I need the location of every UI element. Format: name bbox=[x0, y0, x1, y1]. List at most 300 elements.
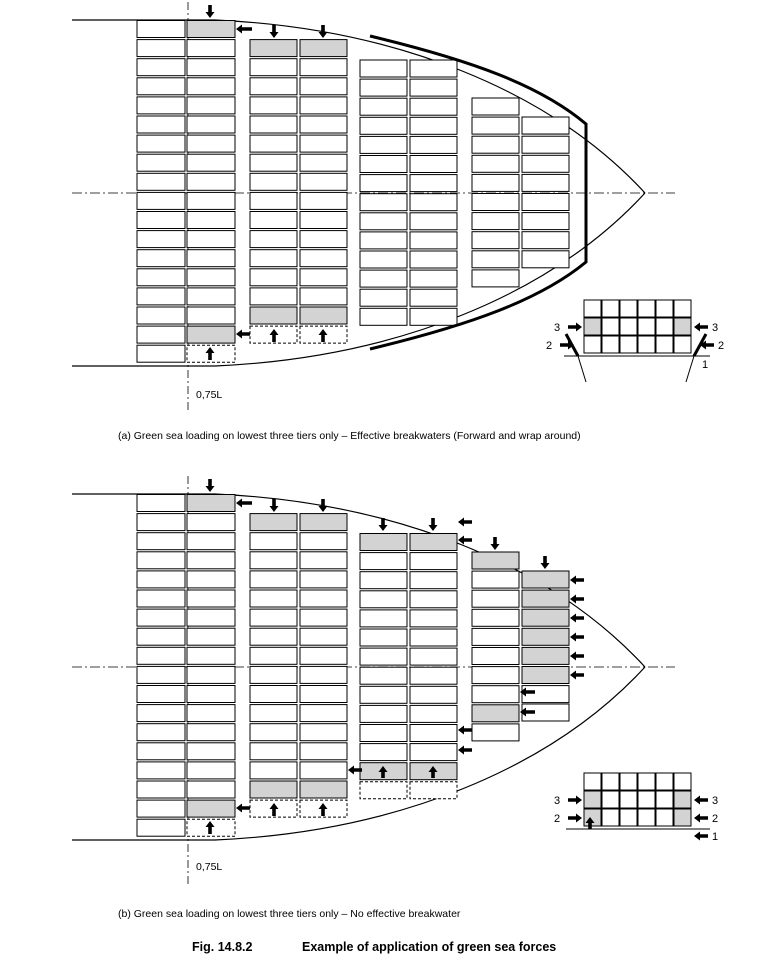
container bbox=[674, 300, 691, 317]
container bbox=[300, 666, 347, 683]
loaded-container bbox=[410, 534, 457, 551]
container bbox=[137, 609, 185, 626]
container bbox=[187, 192, 235, 209]
tier-label: 1 bbox=[712, 831, 719, 843]
container bbox=[187, 628, 235, 645]
container bbox=[674, 336, 691, 353]
container bbox=[360, 136, 407, 153]
container bbox=[638, 773, 655, 790]
container bbox=[620, 300, 637, 317]
tier-label: 3 bbox=[712, 795, 719, 807]
container bbox=[360, 782, 407, 799]
container bbox=[187, 533, 235, 550]
loaded-container bbox=[522, 628, 569, 645]
container bbox=[638, 300, 655, 317]
container bbox=[472, 686, 519, 703]
container bbox=[410, 232, 457, 249]
container bbox=[360, 553, 407, 570]
container bbox=[522, 232, 569, 249]
container bbox=[620, 791, 637, 808]
container bbox=[187, 705, 235, 722]
container bbox=[472, 667, 519, 684]
container bbox=[187, 514, 235, 531]
container bbox=[360, 79, 407, 96]
container bbox=[187, 231, 235, 248]
container bbox=[250, 609, 297, 626]
container bbox=[360, 232, 407, 249]
loaded-container bbox=[300, 307, 347, 324]
loaded-container bbox=[674, 791, 691, 808]
container bbox=[187, 552, 235, 569]
container bbox=[410, 572, 457, 589]
container bbox=[472, 251, 519, 268]
container bbox=[300, 533, 347, 550]
container bbox=[410, 156, 457, 173]
loaded-container bbox=[472, 705, 519, 722]
container bbox=[472, 590, 519, 607]
container bbox=[300, 97, 347, 114]
loaded-container bbox=[584, 791, 601, 808]
panel-a-plan-view bbox=[72, 2, 724, 412]
figure-number: Fig. 14.8.2 bbox=[192, 940, 253, 954]
green-sea-arrow bbox=[694, 832, 708, 841]
container bbox=[187, 743, 235, 760]
container bbox=[187, 590, 235, 607]
container bbox=[250, 590, 297, 607]
container bbox=[300, 231, 347, 248]
container bbox=[250, 705, 297, 722]
container bbox=[522, 213, 569, 230]
container bbox=[360, 175, 407, 192]
container bbox=[300, 647, 347, 664]
container bbox=[250, 647, 297, 664]
container bbox=[187, 288, 235, 305]
container bbox=[300, 116, 347, 133]
container bbox=[410, 98, 457, 115]
green-sea-arrow bbox=[570, 633, 584, 642]
container bbox=[360, 308, 407, 325]
container bbox=[410, 629, 457, 646]
green-sea-arrow bbox=[236, 499, 252, 508]
container bbox=[137, 514, 185, 531]
green-sea-arrow bbox=[568, 796, 582, 805]
container bbox=[250, 154, 297, 171]
container bbox=[360, 98, 407, 115]
container bbox=[656, 791, 673, 808]
container bbox=[300, 590, 347, 607]
container bbox=[137, 781, 185, 798]
container bbox=[187, 97, 235, 114]
container bbox=[187, 686, 235, 703]
container bbox=[300, 628, 347, 645]
container bbox=[410, 60, 457, 77]
container bbox=[250, 743, 297, 760]
green-sea-arrow bbox=[568, 814, 582, 823]
container bbox=[300, 288, 347, 305]
container bbox=[250, 533, 297, 550]
caption-a: (a) Green sea loading on lowest three tiers only – Effective breakwaters (Forward and wrap around) bbox=[118, 430, 581, 442]
position-label-a: 0,75L bbox=[196, 389, 223, 401]
panel-b-plan-view bbox=[72, 476, 718, 886]
green-sea-arrow bbox=[541, 556, 550, 569]
container bbox=[656, 300, 673, 317]
container bbox=[410, 251, 457, 268]
container bbox=[410, 725, 457, 742]
container bbox=[360, 667, 407, 684]
container bbox=[137, 231, 185, 248]
loaded-container bbox=[522, 571, 569, 588]
loaded-container bbox=[300, 40, 347, 57]
container bbox=[410, 194, 457, 211]
container bbox=[656, 318, 673, 335]
container bbox=[472, 213, 519, 230]
tier-label: 1 bbox=[702, 359, 709, 371]
container bbox=[250, 173, 297, 190]
container bbox=[250, 628, 297, 645]
container bbox=[187, 647, 235, 664]
container bbox=[187, 250, 235, 267]
container bbox=[250, 116, 297, 133]
container bbox=[620, 773, 637, 790]
container bbox=[638, 809, 655, 826]
container bbox=[250, 724, 297, 741]
loaded-container bbox=[187, 495, 235, 512]
loaded-container bbox=[187, 21, 235, 38]
container bbox=[472, 232, 519, 249]
green-sea-arrow bbox=[458, 518, 472, 527]
container bbox=[300, 192, 347, 209]
container bbox=[410, 117, 457, 134]
container bbox=[584, 300, 601, 317]
container bbox=[137, 743, 185, 760]
container bbox=[137, 533, 185, 550]
container bbox=[187, 269, 235, 286]
container bbox=[137, 97, 185, 114]
container bbox=[137, 628, 185, 645]
green-sea-arrow bbox=[206, 479, 215, 492]
container bbox=[674, 773, 691, 790]
green-sea-arrow bbox=[694, 323, 708, 332]
tier-label: 2 bbox=[712, 813, 719, 825]
container bbox=[410, 744, 457, 761]
container bbox=[187, 609, 235, 626]
container bbox=[137, 326, 185, 343]
green-sea-arrow bbox=[206, 5, 215, 18]
container bbox=[137, 40, 185, 57]
container bbox=[137, 192, 185, 209]
container bbox=[137, 762, 185, 779]
container bbox=[472, 117, 519, 134]
container bbox=[410, 667, 457, 684]
container bbox=[472, 136, 519, 153]
container bbox=[360, 213, 407, 230]
container bbox=[602, 336, 619, 353]
container bbox=[620, 809, 637, 826]
caption-b: (b) Green sea loading on lowest three tiers only – No effective breakwater bbox=[118, 908, 461, 920]
container bbox=[410, 289, 457, 306]
loaded-container bbox=[674, 318, 691, 335]
container bbox=[360, 60, 407, 77]
container bbox=[410, 270, 457, 287]
container bbox=[638, 791, 655, 808]
container bbox=[656, 809, 673, 826]
loaded-container bbox=[187, 800, 235, 817]
container bbox=[137, 724, 185, 741]
loaded-container bbox=[584, 318, 601, 335]
green-sea-arrow bbox=[236, 25, 252, 34]
container bbox=[300, 705, 347, 722]
loaded-container bbox=[472, 552, 519, 569]
container bbox=[522, 686, 569, 703]
green-sea-arrow bbox=[570, 576, 584, 585]
loaded-container bbox=[522, 609, 569, 626]
container bbox=[137, 552, 185, 569]
container bbox=[360, 648, 407, 665]
container bbox=[187, 40, 235, 57]
container bbox=[250, 571, 297, 588]
container bbox=[620, 318, 637, 335]
container bbox=[300, 552, 347, 569]
container bbox=[137, 212, 185, 229]
container bbox=[410, 705, 457, 722]
container bbox=[410, 553, 457, 570]
container bbox=[250, 269, 297, 286]
container bbox=[137, 154, 185, 171]
green-sea-arrow bbox=[458, 536, 472, 545]
container bbox=[638, 318, 655, 335]
container bbox=[472, 194, 519, 211]
container bbox=[410, 175, 457, 192]
green-sea-arrow bbox=[270, 499, 279, 512]
container bbox=[584, 336, 601, 353]
container bbox=[410, 136, 457, 153]
container bbox=[300, 269, 347, 286]
container bbox=[137, 647, 185, 664]
container bbox=[137, 800, 185, 817]
container bbox=[360, 686, 407, 703]
container bbox=[187, 78, 235, 95]
container bbox=[360, 744, 407, 761]
container bbox=[410, 79, 457, 96]
container bbox=[137, 345, 185, 362]
container bbox=[522, 136, 569, 153]
container bbox=[522, 117, 569, 134]
container bbox=[250, 552, 297, 569]
hull-side bbox=[578, 356, 586, 382]
container bbox=[472, 155, 519, 172]
container bbox=[187, 116, 235, 133]
container bbox=[250, 666, 297, 683]
container bbox=[250, 97, 297, 114]
container bbox=[360, 251, 407, 268]
container bbox=[300, 78, 347, 95]
tier-label: 2 bbox=[718, 340, 725, 352]
loaded-container bbox=[522, 590, 569, 607]
container bbox=[300, 762, 347, 779]
container bbox=[250, 135, 297, 152]
container bbox=[137, 571, 185, 588]
container bbox=[360, 591, 407, 608]
tier-label: 2 bbox=[554, 813, 561, 825]
container bbox=[360, 270, 407, 287]
green-sea-arrow bbox=[429, 518, 438, 531]
container bbox=[137, 78, 185, 95]
container bbox=[522, 155, 569, 172]
container bbox=[250, 250, 297, 267]
container bbox=[187, 59, 235, 76]
container bbox=[300, 743, 347, 760]
container bbox=[602, 809, 619, 826]
green-sea-arrow bbox=[570, 595, 584, 604]
container bbox=[300, 154, 347, 171]
container bbox=[410, 213, 457, 230]
container bbox=[137, 59, 185, 76]
container bbox=[410, 308, 457, 325]
container bbox=[602, 318, 619, 335]
container bbox=[410, 686, 457, 703]
container bbox=[187, 666, 235, 683]
loaded-container bbox=[250, 307, 297, 324]
green-sea-arrow bbox=[270, 25, 279, 38]
container bbox=[187, 212, 235, 229]
tier-label: 3 bbox=[554, 322, 561, 334]
figure-title: Example of application of green sea forces bbox=[302, 940, 557, 954]
position-label-b: 0,75L bbox=[196, 861, 223, 873]
container bbox=[410, 782, 457, 799]
container bbox=[250, 59, 297, 76]
container bbox=[300, 173, 347, 190]
container bbox=[522, 251, 569, 268]
green-sea-arrow bbox=[458, 726, 472, 735]
container bbox=[360, 289, 407, 306]
container bbox=[410, 610, 457, 627]
green-sea-arrow bbox=[458, 746, 472, 755]
container bbox=[187, 762, 235, 779]
container bbox=[300, 571, 347, 588]
container bbox=[137, 307, 185, 324]
green-sea-arrow bbox=[568, 323, 582, 332]
container bbox=[602, 791, 619, 808]
loaded-container bbox=[522, 667, 569, 684]
container bbox=[137, 173, 185, 190]
container bbox=[250, 762, 297, 779]
green-sea-arrow bbox=[694, 796, 708, 805]
loaded-container bbox=[250, 40, 297, 57]
container bbox=[472, 270, 519, 287]
container bbox=[300, 609, 347, 626]
container bbox=[360, 117, 407, 134]
container bbox=[656, 773, 673, 790]
loaded-container bbox=[522, 647, 569, 664]
container bbox=[472, 628, 519, 645]
container bbox=[360, 705, 407, 722]
container bbox=[137, 686, 185, 703]
loaded-container bbox=[250, 781, 297, 798]
tier-label: 2 bbox=[546, 340, 553, 352]
green-sea-arrow bbox=[491, 537, 500, 550]
container bbox=[250, 78, 297, 95]
container bbox=[472, 648, 519, 665]
container bbox=[300, 724, 347, 741]
container bbox=[472, 724, 519, 741]
loaded-container bbox=[360, 534, 407, 551]
container bbox=[250, 192, 297, 209]
container bbox=[250, 231, 297, 248]
container bbox=[187, 173, 235, 190]
container bbox=[522, 174, 569, 191]
container bbox=[250, 212, 297, 229]
container bbox=[137, 250, 185, 267]
container bbox=[472, 98, 519, 115]
container bbox=[602, 300, 619, 317]
loaded-container bbox=[584, 809, 601, 826]
container bbox=[300, 250, 347, 267]
container bbox=[300, 135, 347, 152]
container bbox=[187, 307, 235, 324]
green-sea-arrow bbox=[570, 614, 584, 623]
container bbox=[360, 725, 407, 742]
container bbox=[620, 336, 637, 353]
container bbox=[137, 590, 185, 607]
container bbox=[360, 156, 407, 173]
container bbox=[137, 135, 185, 152]
container bbox=[360, 194, 407, 211]
loaded-container bbox=[300, 514, 347, 531]
green-sea-arrow bbox=[570, 671, 584, 680]
tier-label: 3 bbox=[712, 322, 719, 334]
container bbox=[250, 686, 297, 703]
loaded-container bbox=[250, 514, 297, 531]
container bbox=[360, 629, 407, 646]
container bbox=[410, 591, 457, 608]
container bbox=[656, 336, 673, 353]
container bbox=[187, 135, 235, 152]
container bbox=[472, 609, 519, 626]
loaded-container bbox=[674, 809, 691, 826]
container bbox=[584, 773, 601, 790]
container bbox=[638, 336, 655, 353]
container bbox=[360, 572, 407, 589]
container bbox=[187, 724, 235, 741]
container bbox=[187, 781, 235, 798]
container bbox=[137, 819, 185, 836]
hull-side bbox=[686, 356, 694, 382]
container bbox=[602, 773, 619, 790]
container bbox=[300, 686, 347, 703]
container bbox=[250, 288, 297, 305]
container bbox=[187, 154, 235, 171]
container bbox=[137, 269, 185, 286]
container bbox=[137, 705, 185, 722]
container bbox=[137, 495, 185, 512]
container bbox=[472, 174, 519, 191]
loaded-container bbox=[187, 326, 235, 343]
container bbox=[360, 610, 407, 627]
green-sea-arrow bbox=[570, 652, 584, 661]
container bbox=[137, 116, 185, 133]
container bbox=[300, 212, 347, 229]
container bbox=[137, 288, 185, 305]
container bbox=[472, 571, 519, 588]
container bbox=[187, 571, 235, 588]
loaded-container bbox=[300, 781, 347, 798]
container bbox=[522, 194, 569, 211]
container bbox=[137, 21, 185, 38]
container bbox=[300, 59, 347, 76]
tier-label: 3 bbox=[554, 795, 561, 807]
container bbox=[410, 648, 457, 665]
green-sea-arrow bbox=[694, 814, 708, 823]
